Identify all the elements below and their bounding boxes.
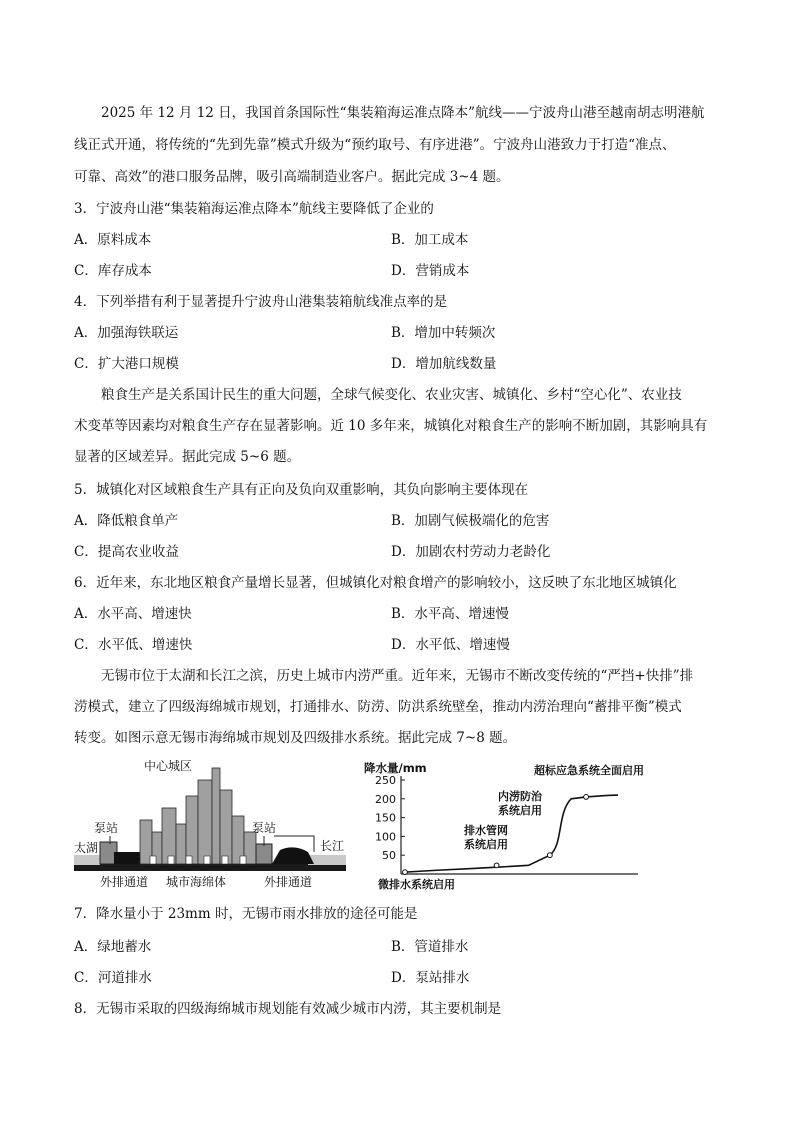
y-axis-label: 降水量/mm [364,761,427,775]
stage-marker [584,795,589,800]
question-7-option-b[interactable]: B．管道排水 [391,939,469,955]
passage-2-line-3: 显著的区域差异。据此完成 5~6 题。 [74,449,301,465]
question-7-option-a[interactable]: A．绿地蓄水 [74,939,152,955]
passage-1-line-2: 线正式开通，将传统的“先到先靠”模式升级为“预约取号、有序进港”。宁波舟山港致力于打造“准点、 [74,137,676,153]
label-outlet-right: 外排通道 [264,875,313,889]
label-taihu: 太湖 [74,841,99,855]
question-5-stem: 5．城镇化对区域粮食生产具有正向及负向双重影响，其负向影响主要体现在 [74,482,529,498]
label-center-city: 中心城区 [144,760,193,773]
question-4-option-c[interactable]: C．扩大港口规模 [74,356,179,372]
annotation-emergency: 超标应急系统全面启用 [534,764,644,777]
question-3-option-d[interactable]: D．营销成本 [391,263,470,279]
passage-3-line-3: 转变。如图示意无锡市海绵城市规划及四级排水系统。据此完成 7~8 题。 [74,730,517,746]
annotation-waterlogging-1: 内涝防治 [498,790,542,803]
question-6-option-d[interactable]: D．水平低、增速慢 [391,637,510,653]
passage-2-line-1: 粮食生产是关系国计民生的重大问题，全球气候变化、农业灾害、城镇化、乡村“空心化”、农业技 [101,387,682,403]
rainfall-drainage-chart [356,760,656,894]
question-3-option-b[interactable]: B．加工成本 [391,232,469,248]
question-5-option-a[interactable]: A．降低粮食单产 [74,513,179,529]
question-4-option-a[interactable]: A．加强海铁联运 [74,325,179,341]
stage-marker [547,853,552,858]
question-5-option-c[interactable]: C．提高农业收益 [74,544,179,560]
question-4-option-d[interactable]: D．增加航线数量 [391,356,497,372]
question-6-stem: 6．近年来，东北地区粮食产量增长显著，但城镇化对粮食增产的影响较小，这反映了东北地区城镇化 [74,575,677,591]
passage-3-line-1: 无锡市位于太湖和长江之滨，历史上城市内涝严重。近年来，无锡市不断改变传统的“严挡+快排”排 [101,668,694,684]
question-3-option-c[interactable]: C．库存成本 [74,263,152,279]
label-pump-right: 泵站 [252,821,277,835]
question-7-stem: 7．降水量小于 23mm 时，无锡市雨水排放的途径可能是 [74,906,418,922]
question-5-option-b[interactable]: B．加剧气候极端化的危害 [391,513,550,529]
label-changjiang: 长江 [320,839,345,853]
sponge-city-diagram [74,760,346,892]
passage-3-line-2: 涝模式，建立了四级海绵城市规划，打通排水、防涝、防洪系统壁垒，推动内涝治理向“蓄排平衡”模式 [74,699,682,715]
question-4-stem: 4．下列举措有利于显著提升宁波舟山港集装箱航线准点率的是 [74,294,448,310]
question-6-option-b[interactable]: B．水平高、增速慢 [391,606,509,622]
passage-2-line-2: 术变革等因素均对粮食生产存在显著影响。近 10 多年来，城镇化对粮食生产的影响不断加剧，其影响具有 [74,418,708,434]
y-tick-label: 100 [375,830,396,844]
passage-1-line-1: 2025 年 12 月 12 日，我国首条国际性“集装箱海运准点降本”航线——宁波舟山港至越南胡志明港航 [101,105,705,121]
y-tick-label: 250 [375,774,396,787]
question-7-option-d[interactable]: D．泵站排水 [391,970,470,986]
annotation-waterlogging-2: 系统启用 [498,804,542,817]
annotation-micro-drainage: 微排水系统启用 [378,878,455,891]
question-3-stem: 3．宁波舟山港“集装箱海运准点降本”航线主要降低了企业的 [74,201,434,217]
label-sponge-body: 城市海绵体 [166,875,227,889]
stage-marker [494,863,499,868]
y-tick-label: 200 [375,792,396,806]
question-5-option-d[interactable]: D．加剧农村劳动力老龄化 [391,544,551,560]
annotation-pipe-2: 系统启用 [464,838,508,851]
question-3-option-a[interactable]: A．原料成本 [74,232,152,248]
y-tick-label: 150 [375,811,396,825]
annotation-pipe-1: 排水管网 [464,824,508,837]
question-7-option-c[interactable]: C．河道排水 [74,970,152,986]
label-outlet-left: 外排通道 [100,875,149,889]
passage-1-line-3: 可靠、高效”的港口服务品牌，吸引高端制造业客户。据此完成 3~4 题。 [74,169,510,185]
question-6-option-a[interactable]: A．水平高、增速快 [74,606,192,622]
question-8-stem: 8．无锡市采取的四级海绵城市规划能有效减少城市内涝，其主要机制是 [74,1001,502,1017]
question-4-option-b[interactable]: B．增加中转频次 [391,325,496,341]
stage-marker [403,870,408,875]
y-tick-label: 50 [382,849,396,863]
question-6-option-c[interactable]: C．水平低、增速快 [74,637,193,653]
label-pump-left: 泵站 [94,821,119,835]
